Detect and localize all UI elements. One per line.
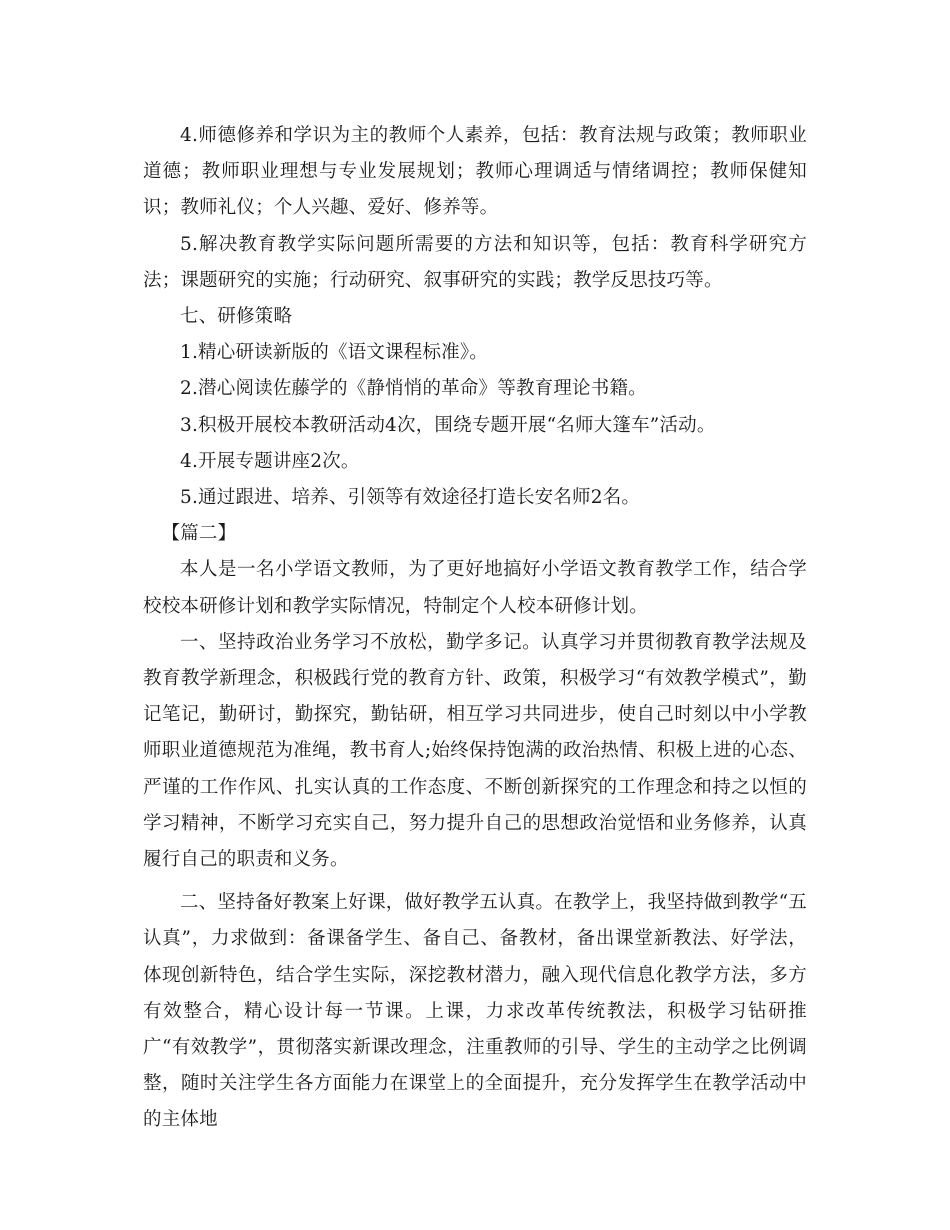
section-heading-strategy: 七、研修策略 xyxy=(180,306,293,328)
strategy-item-2: 2.潜心阅读佐藤学的《静悄悄的革命》等教育理论书籍。 xyxy=(180,378,647,400)
paragraph-teacher-literacy: 4.师德修养和学识为主的教师个人素养，包括：教育法规与政策；教师职业道德；教师职业理想与专业发展规划；教师心理调适与情绪调控；教师保健知识；教师礼仪；个人兴趣、爱好、修养等。 xyxy=(143,125,807,219)
strategy-item-4: 4.开展专题讲座2次。 xyxy=(180,450,360,472)
part-two-heading: 【篇二】 xyxy=(161,523,237,545)
paragraph-problem-solving: 5.解决教育教学实际问题所需要的方法和知识等，包括：教育科学研究方法；课题研究的实施；行动研究、叙事研究的实践；教学反思技巧等。 xyxy=(143,233,807,291)
paragraph-intro: 本人是一名小学语文教师，为了更好地搞好小学语文教育教学工作，结合学校校本研修计划和教学实际情况，特制定个人校本研修计划。 xyxy=(143,559,807,617)
strategy-item-1: 1.精心研读新版的《语文课程标准》。 xyxy=(180,342,489,364)
document-body xyxy=(143,118,807,1139)
paragraph-point-two: 二、坚持备好教案上好课，做好教学五认真。在教学上，我坚持做到教学“五认真”，力求做到：备课备学生、备自己、备教材，备出课堂新教法、好学法，体现创新特色，结合学生实际，深挖教材潜力，融入现代信息化教学方法，多方有效整合，精心设计每一节课。上课，力求改革传统教法，积极学习钻研推广“有效教学”，贯彻落实新课改理念，注重教师的引导、学生的主动学之比例调整，随时关注学生各方面能力在课堂上的全面提升，充分发挥学生在教学活动中的主体地 xyxy=(143,892,807,1131)
paragraph-point-one: 一、坚持政治业务学习不放松，勤学多记。认真学习并贯彻教育教学法规及教育教学新理念，积极践行党的教育方针、政策，积极学习“有效教学模式”，勤记笔记，勤研讨，勤探究，勤钻研，相互学习共同进步，使自己时刻以中小学教师职业道德规范为准绳，教书育人;始终保持饱满的政治热情、积极上进的心态、严谨的工作作风、扎实认真的工作态度、不断创新探究的工作理念和持之以恒的学习精神，不断学习充实自己，努力提升自己的思想政治觉悟和业务修养，认真履行自己的职责和义务。 xyxy=(143,631,807,871)
strategy-item-5: 5.通过跟进、培养、引领等有效途径打造长安名师2名。 xyxy=(180,487,641,509)
strategy-item-3: 3.积极开展校本教研活动4次，围绕专题开展“名师大篷车”活动。 xyxy=(180,414,716,436)
